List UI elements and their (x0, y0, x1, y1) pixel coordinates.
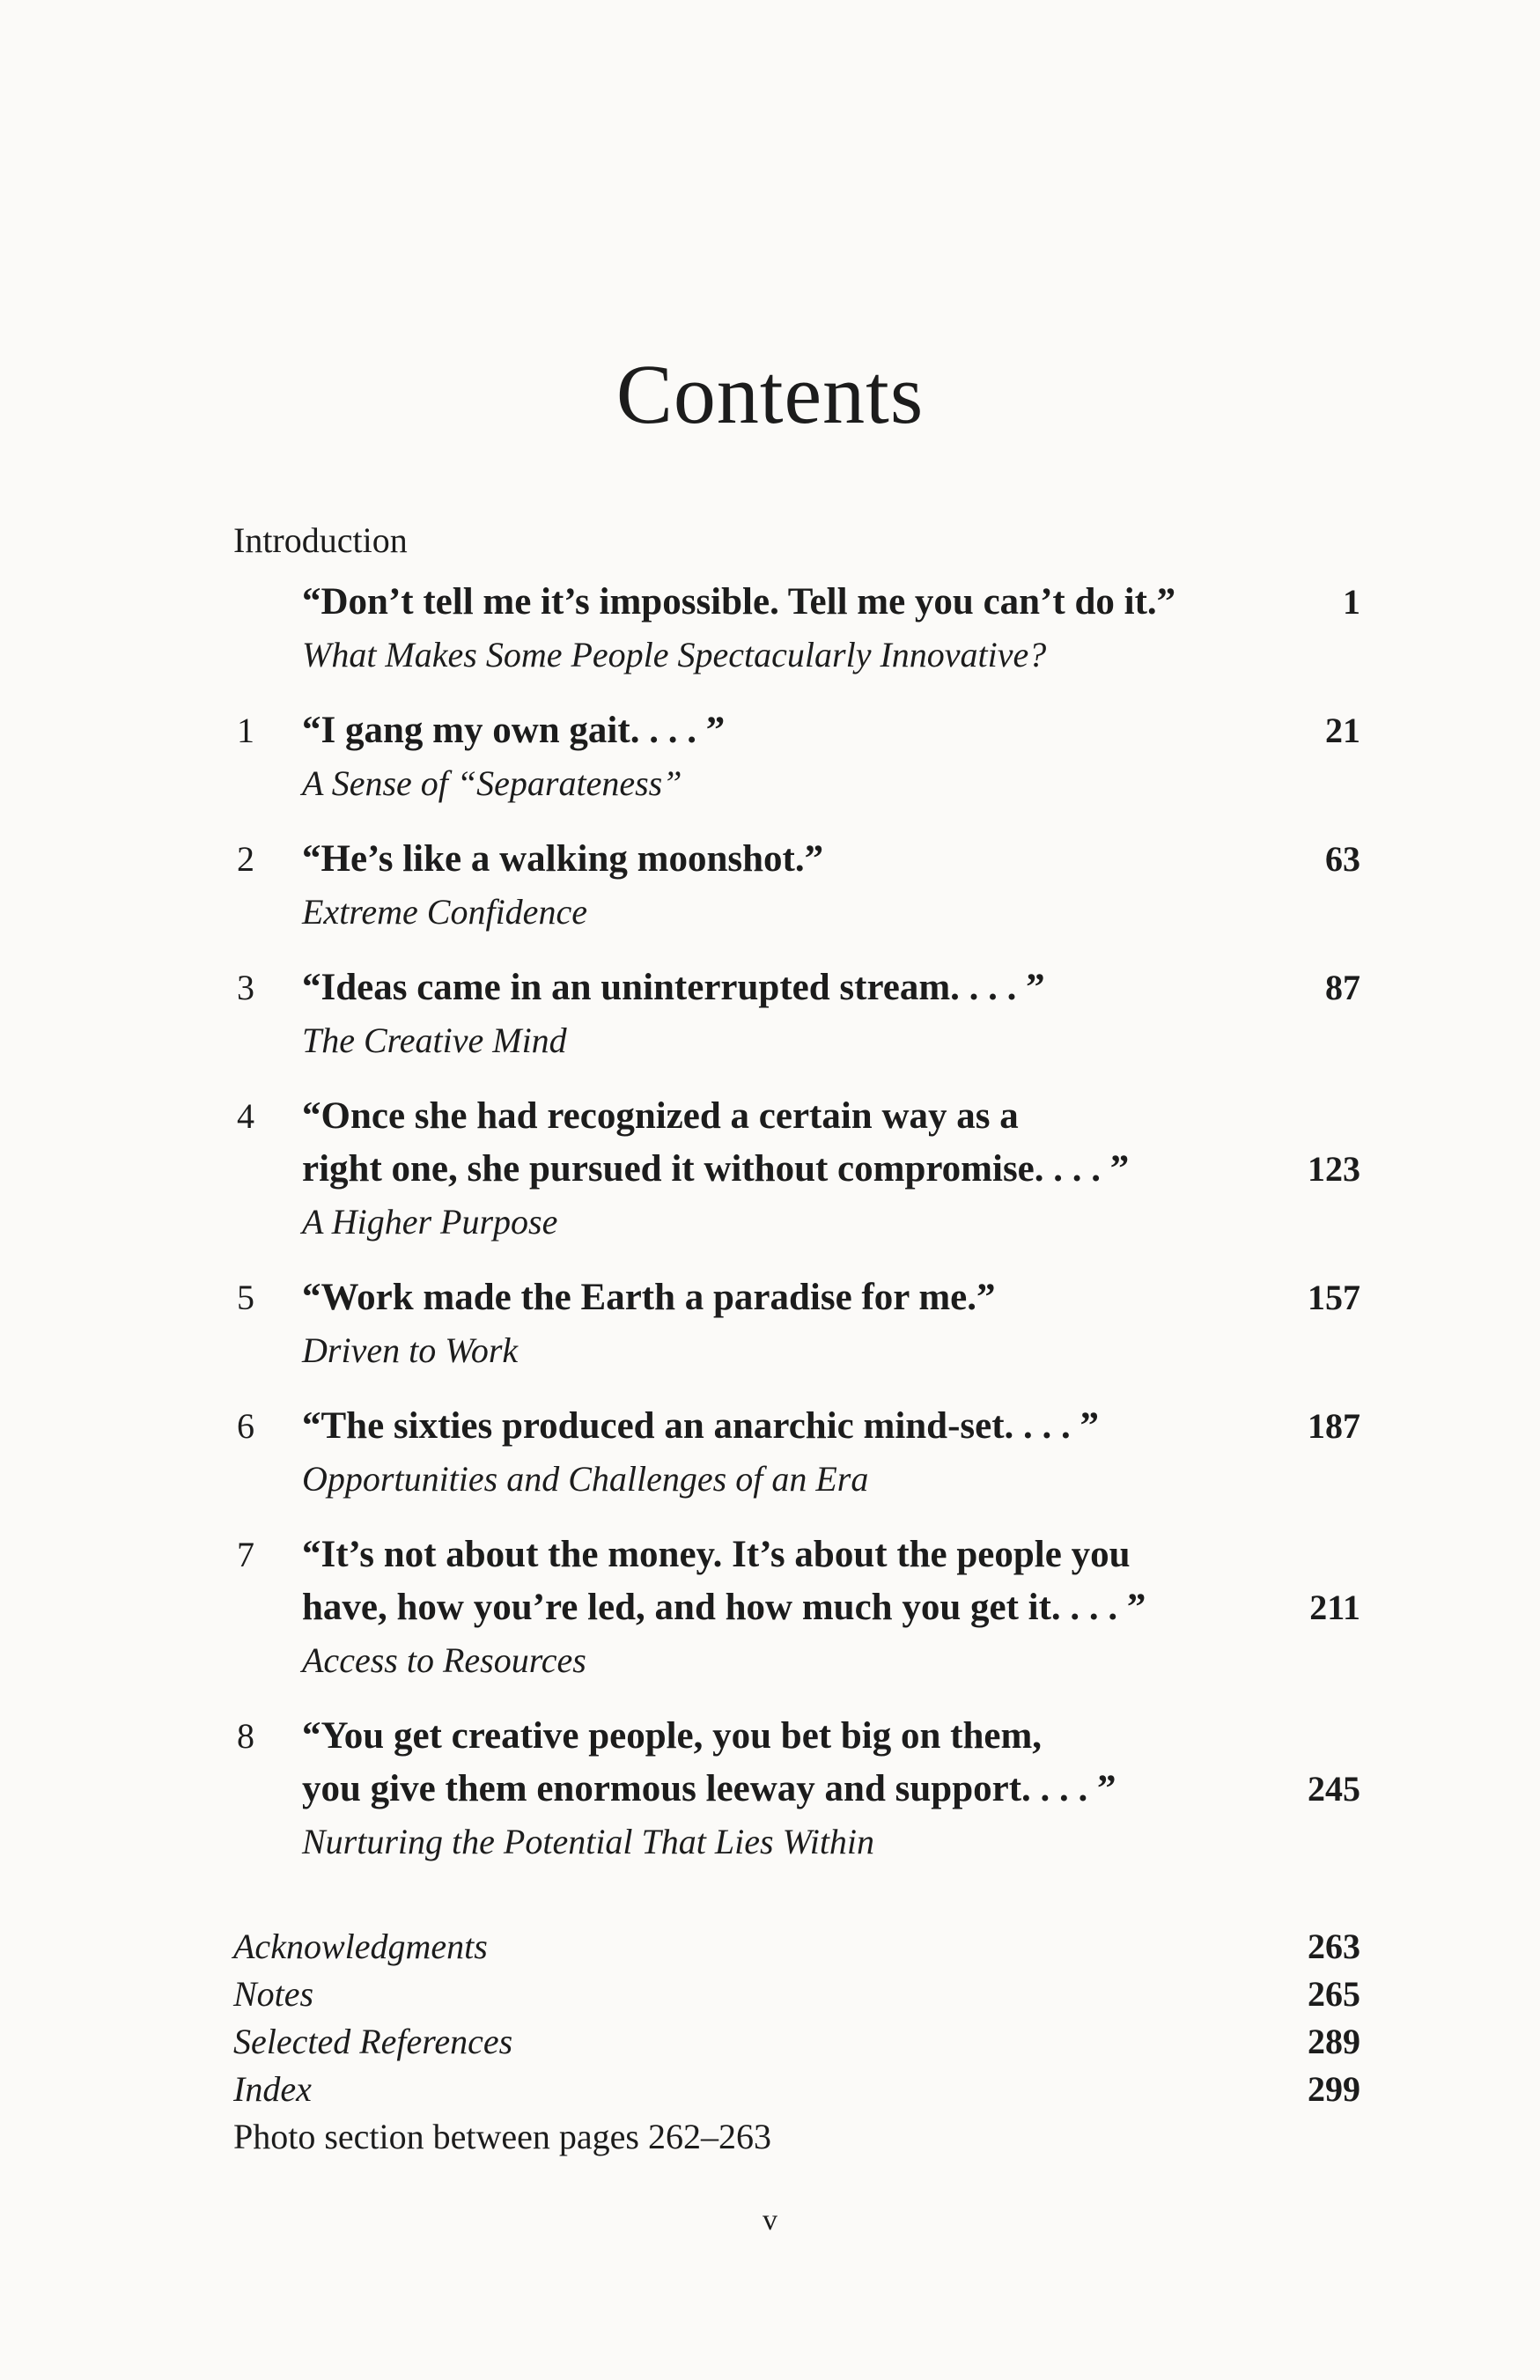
chapter-number: 8 (237, 1716, 254, 1756)
chapter-page-number: 123 (1308, 1149, 1360, 1189)
chapter-subtitle: Extreme Confidence (302, 892, 587, 932)
chapter-page-number: 245 (1308, 1769, 1360, 1809)
chapter-body (302, 833, 1271, 939)
chapter-page-number: 21 (1325, 711, 1360, 750)
chapter-quote-line: “The sixties produced an anarchic mind-set. . . . ” (302, 1405, 1100, 1447)
chapter-body (302, 962, 1271, 1067)
photo-section-note: Photo section between pages 262–263 (233, 2117, 771, 2156)
introduction-subtitle: What Makes Some People Spectacularly Innovative? (302, 635, 1047, 674)
chapter-body (302, 1090, 1271, 1249)
chapter-body (302, 1529, 1271, 1687)
chapter-quote-line: “Once she had recognized a certain way as a (302, 1095, 1019, 1137)
back-matter-entry (233, 1971, 1360, 2018)
chapter-number: 7 (237, 1535, 254, 1574)
chapter-page-number: 157 (1308, 1278, 1360, 1317)
chapter-number: 6 (237, 1406, 254, 1446)
chapter-number: 3 (237, 968, 254, 1007)
chapter-quote-line: “He’s like a walking moonshot.” (302, 838, 824, 880)
chapter-quote-line: “It’s not about the money. It’s about the people you (302, 1534, 1131, 1575)
chapter-number: 4 (237, 1096, 254, 1136)
chapter-page-number: 211 (1309, 1588, 1360, 1627)
chapter-subtitle: The Creative Mind (302, 1021, 567, 1060)
chapter-subtitle: A Higher Purpose (302, 1202, 558, 1242)
back-matter-entry (233, 2066, 1360, 2113)
chapter-page-number: 187 (1308, 1406, 1360, 1446)
chapter-subtitle: Opportunities and Challenges of an Era (302, 1459, 869, 1499)
back-matter-label: Index (233, 2069, 312, 2109)
chapter-quote-line: you give them enormous leeway and support. . . . ” (302, 1768, 1116, 1809)
chapter-number: 5 (237, 1278, 254, 1317)
chapter-body (302, 1710, 1271, 1868)
introduction-quote: “Don’t tell me it’s impossible. Tell me you can’t do it.” (302, 581, 1176, 623)
chapter-quote-line: “Ideas came in an uninterrupted stream. . . . ” (302, 967, 1045, 1008)
chapter-quote-line: “I gang my own gait. . . . ” (302, 710, 726, 751)
chapter-number: 1 (237, 711, 254, 750)
back-matter-label: Notes (233, 1974, 314, 2014)
chapter-subtitle: Access to Resources (302, 1640, 586, 1680)
chapter-body (302, 1271, 1271, 1377)
back-matter-label: Acknowledgments (233, 1927, 488, 1966)
chapter-quote-line: have, how you’re led, and how much you get it. . . . ” (302, 1587, 1146, 1628)
chapter-quote-line: “Work made the Earth a paradise for me.” (302, 1277, 996, 1318)
back-matter-page-number: 265 (1308, 1974, 1360, 2014)
chapter-page-number: 63 (1325, 839, 1360, 879)
chapter-body (302, 704, 1271, 810)
chapter-body (302, 1400, 1271, 1506)
back-matter-page-number: 289 (1308, 2022, 1360, 2061)
back-matter-label: Selected References (233, 2022, 513, 2061)
chapter-quote-line: right one, she pursued it without compromise. . . . ” (302, 1148, 1130, 1190)
back-matter-entry (233, 2018, 1360, 2066)
chapter-subtitle: Driven to Work (302, 1330, 519, 1370)
back-matter-entry (233, 1923, 1360, 1971)
introduction-page-number: 1 (1343, 582, 1360, 622)
chapter-subtitle: A Sense of “Separateness” (302, 763, 682, 803)
chapter-page-number: 87 (1325, 968, 1360, 1007)
page-folio: v (763, 2204, 777, 2236)
introduction-label: Introduction (233, 520, 408, 560)
chapter-quote-line: “You get creative people, you bet big on them, (302, 1715, 1043, 1757)
chapter-number: 2 (237, 839, 254, 879)
back-matter-page-number: 299 (1308, 2069, 1360, 2109)
page-title: Contents (615, 347, 925, 441)
chapter-subtitle: Nurturing the Potential That Lies Within (302, 1822, 875, 1861)
introduction-body (302, 576, 1271, 682)
back-matter-page-number: 263 (1308, 1927, 1360, 1966)
